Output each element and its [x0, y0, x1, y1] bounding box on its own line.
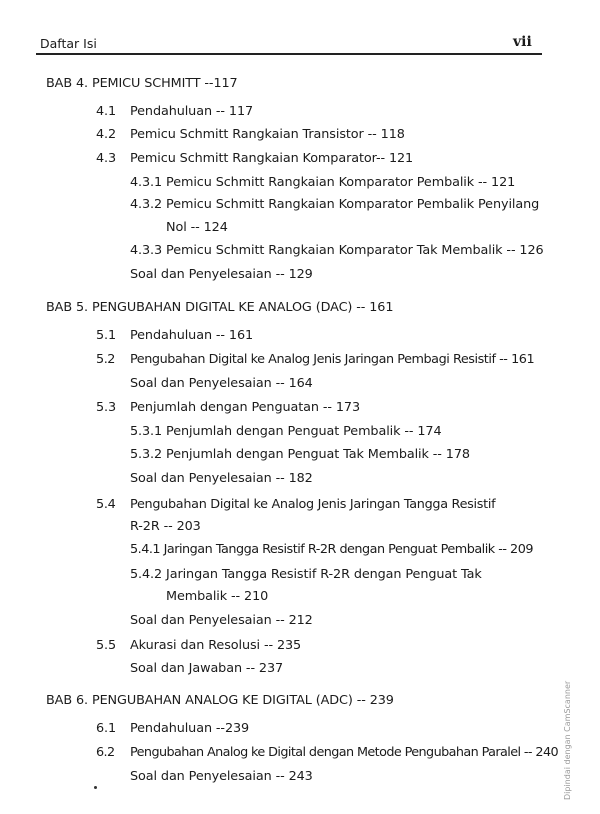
section-title: Pendahuluan -- 117	[130, 104, 254, 119]
section-number: 4.3	[96, 151, 117, 166]
running-header: Daftar Isi	[40, 36, 97, 51]
subsection-4-3-2-entry: 4.3.2 Pemicu Schmitt Rangkaian Komparator Pembalik Penyilang	[130, 197, 540, 212]
section-number: 5.3	[96, 400, 117, 415]
section-title: Pengubahan Digital ke Analog Jenis Jaringan Tangga Resistif	[130, 497, 496, 512]
section-title: Pendahuluan --239	[130, 721, 250, 736]
section-number: 4.1	[96, 104, 117, 119]
subsection-5-4-1-entry: 5.4.1 Jaringan Tangga Resistif R-2R dengan Penguat Pembalik -- 209	[130, 542, 533, 557]
section-title: Penjumlah dengan Penguatan -- 173	[130, 400, 360, 415]
section-number: 5.1	[96, 328, 117, 343]
exercises-ch4-entry: Soal dan Penyelesaian -- 129	[130, 267, 313, 282]
section-5-4-continued: R-2R -- 203	[130, 519, 201, 534]
subsection-4-3-3-entry: 4.3.3 Pemicu Schmitt Rangkaian Komparator Tak Membalik -- 126	[130, 243, 544, 258]
chapter-4-entry: BAB 4. PEMICU SCHMITT --117	[46, 76, 238, 91]
exercises-5-4-entry: Soal dan Penyelesaian -- 212	[130, 613, 313, 628]
scan-speck	[94, 786, 97, 789]
subsection-5-3-1-entry: 5.3.1 Penjumlah dengan Penguat Pembalik -- 174	[130, 424, 442, 439]
section-4-2-entry	[96, 127, 405, 142]
section-6-1-entry	[96, 721, 249, 736]
section-title: Pemicu Schmitt Rangkaian Transistor -- 118	[130, 127, 405, 142]
subsection-5-4-2-continued: Membalik -- 210	[166, 589, 269, 604]
section-title: Pengubahan Digital ke Analog Jenis Jaringan Pembagi Resistif -- 161	[130, 352, 535, 367]
section-number: 5.5	[96, 638, 117, 653]
page-number: vii	[513, 34, 532, 50]
section-title: Akurasi dan Resolusi -- 235	[130, 638, 302, 653]
subsection-5-3-2-entry: 5.3.2 Penjumlah dengan Penguat Tak Membalik -- 178	[130, 447, 470, 462]
chapter-5-entry: BAB 5. PENGUBAHAN DIGITAL KE ANALOG (DAC) -- 161	[46, 300, 394, 315]
exercises-5-3-entry: Soal dan Penyelesaian -- 182	[130, 471, 313, 486]
scanner-watermark-text: Dipindai dengan CamScanner	[563, 680, 572, 800]
section-number: 5.4	[96, 497, 116, 512]
section-title: Pendahuluan -- 161	[130, 328, 254, 343]
section-4-1-entry	[96, 104, 253, 119]
subsection-4-3-1-entry: 4.3.1 Pemicu Schmitt Rangkaian Komparator Pembalik -- 121	[130, 175, 516, 190]
exercises-6-2-entry: Soal dan Penyelesaian -- 243	[130, 769, 313, 784]
header-rule	[36, 53, 542, 55]
section-number: 6.2	[96, 745, 115, 760]
section-number: 4.2	[96, 127, 117, 142]
section-6-2-entry	[96, 745, 558, 760]
section-title: Pemicu Schmitt Rangkaian Komparator-- 121	[130, 151, 414, 166]
section-number: 6.1	[96, 721, 117, 736]
section-5-2-entry	[96, 352, 534, 367]
exercises-5-2-entry: Soal dan Penyelesaian -- 164	[130, 376, 313, 391]
subsection-5-4-2-entry: 5.4.2 Jaringan Tangga Resistif R-2R dengan Penguat Tak	[130, 567, 482, 582]
section-title: Pengubahan Analog ke Digital dengan Metode Pengubahan Paralel -- 240	[130, 745, 559, 760]
section-5-5-entry	[96, 638, 301, 653]
section-5-4-entry	[96, 497, 495, 512]
section-5-1-entry	[96, 328, 253, 343]
exercises-5-5-entry: Soal dan Jawaban -- 237	[130, 661, 284, 676]
scanner-watermark	[563, 670, 579, 800]
chapter-6-entry: BAB 6. PENGUBAHAN ANALOG KE DIGITAL (ADC) -- 239	[46, 693, 394, 708]
section-number: 5.2	[96, 352, 116, 367]
section-4-3-entry	[96, 151, 413, 166]
section-5-3-entry	[96, 400, 360, 415]
subsection-4-3-2-continued: Nol -- 124	[166, 220, 228, 235]
